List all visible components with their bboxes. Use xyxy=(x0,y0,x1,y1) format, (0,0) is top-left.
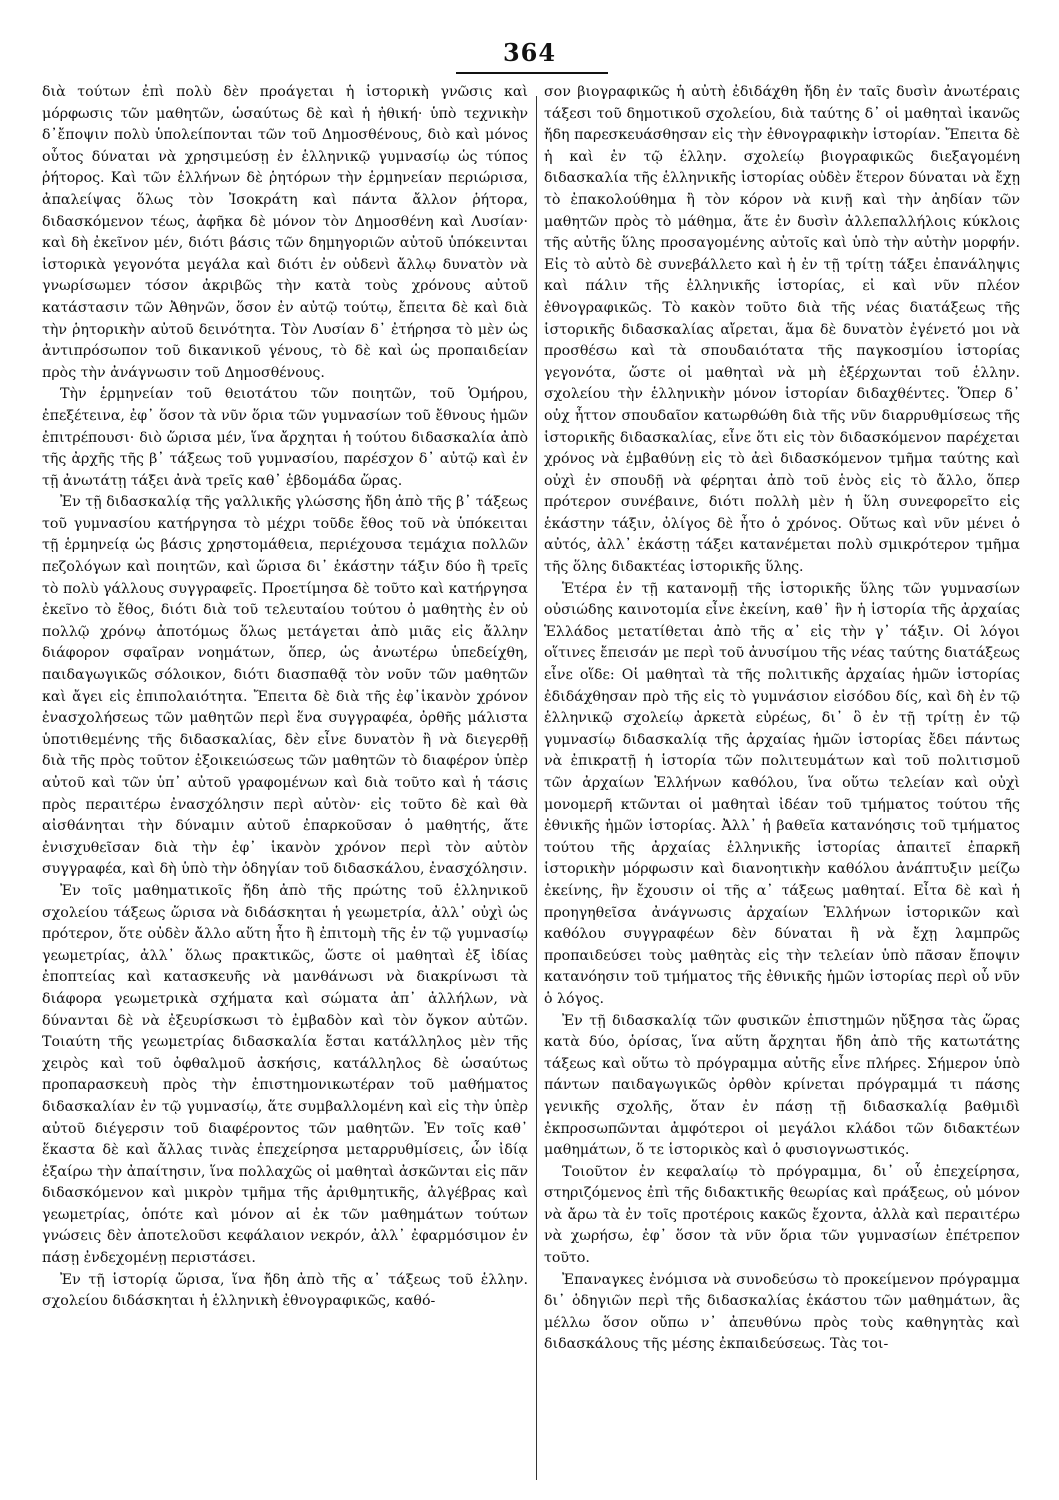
left-column xyxy=(42,82,528,1482)
left-paragraph-4: Ἐν τοῖς μαθηματικοῖς ἤδη ἀπὸ τῆς πρώτης τοῦ ἑλληνικοῦ σχολείου τάξεως ὥρισα νὰ διδάσκηται ἡ γεωμετρία, ἀλλ᾽ οὐχὶ ὡς πρότερον, ὅτε οὐδὲν ἄλλο αὕτη ἦτο ἢ ἐπιτομὴ τῆς ἐν τῷ γυμνασίῳ γεωμετρίας, ἀλλ᾽ ὅλως πρακτικῶς, ὥστε οἱ μαθηταὶ ἐξ ἰδίας ἐποπτείας καὶ κατασκευῆς νὰ μανθάνωσι νὰ διακρίνωσι τὰ διάφορα γεωμετρικὰ σχήματα καὶ σώματα ἀπ᾽ ἀλλήλων, νὰ δύνανται δὲ νὰ ἐξευρίσκωσι τὸ ἐμβαδὸν καὶ τὸν ὄγκον αὐτῶν. Τοιαύτη τῆς γεωμετρίας διδασκαλία ἔσται κατάλληλος μὲν τῆς χειρὸς καὶ τοῦ ὀφθαλμοῦ ἀσκήσις, κατάλληλος δὲ ὡσαύτως προπαρασκευὴ πρὸς τὴν ἐπιστημονικωτέραν τοῦ μαθήματος διδασκαλίαν ἐν τῷ γυμνασίῳ, ἅτε συμβαλλομένη καὶ εἰς τὴν ὑπὲρ αὐτοῦ διέγερσιν τοῦ διαφέροντος τῶν μαθητῶν. Ἐν τοῖς καθ᾽ ἕκαστα δὲ καὶ ἄλλας τινὰς ἐπεχείρησα μεταρρυθμίσεις, ὧν ἰδίᾳ ἐξαίρω τὴν ἀπαίτησιν, ἵνα πολλαχῶς οἱ μαθηταὶ ἀσκῶνται εἰς πᾶν διδασκόμενον καὶ μικρὸν τμῆμα τῆς ἀριθμητικῆς, ἀλγέβρας καὶ γεωμετρίας, ὁπότε καὶ μόνον αἱ ἐκ τῶν μαθημάτων τούτων γνώσεις δὲν ἀποτελοῦσι κεφάλαιον νεκρόν, ἀλλ᾽ ἐφαρμόσιμον ἐν πάσῃ ἐνδεχομένῃ περιστάσει. xyxy=(42,882,528,1267)
right-paragraph-1: σον βιογραφικῶς ἡ αὐτὴ ἐδιδάχθη ἤδη ἐν ταῖς δυσὶν ἀνωτέραις τάξεσι τοῦ δημοτικοῦ σχολείου, διὰ ταύτης δ᾽ οἱ μαθηταὶ ἱκανῶς ἤδη παρεσκευάσθησαν εἰς τὴν ἐθνογραφικὴν ἱστορίαν. Ἔπειτα δὲ ἡ καὶ ἐν τῷ ἑλλην. σχολείῳ βιογραφικῶς διεξαγομένη διδασκαλία τῆς ἑλληνικῆς ἱστορίας οὐδὲν ἕτερον δύναται νὰ ἔχῃ τὸ ἐπακολούθημα ἢ τὸν κόρον νὰ κινῇ καὶ τὴν ἀηδίαν τῶν μαθητῶν πρὸς τὸ μάθημα, ἅτε ἐν δυσὶν ἀλλεπαλλήλοις κύκλοις τῆς αὐτῆς ὕλης προσαγομένης αὐτοῖς καὶ ὑπὸ τὴν αὐτὴν μορφήν. Εἰς τὸ αὐτὸ δὲ συνεβάλλετο καὶ ἡ ἐν τῇ τρίτῃ τάξει ἐπανάληψις καὶ πάλιν τῆς ἑλληνικῆς ἱστορίας, εἰ καὶ νῦν πλέον ἐθνογραφικῶς. Τὸ κακὸν τοῦτο διὰ τῆς νέας διατάξεως τῆς ἱστορικῆς διδασκαλίας αἴρεται, ἅμα δὲ δυνατὸν ἐγένετό μοι νὰ προσθέσω καὶ τὰ σπουδαιότατα τῆς παγκοσμίου ἱστορίας γεγονότα, ὥστε οἱ μαθηταὶ νὰ μὴ ἐξέρχωνται τοῦ ἑλλην. σχολείου τὴν ἑλληνικὴν μόνον ἱστορίαν διδαχθέντες. Ὅπερ δ᾽ οὐχ ἧττον σπουδαῖον κατωρθώθη διὰ τῆς νῦν διαρρυθμίσεως τῆς ἱστορικῆς διδασκαλίας, εἶνε ὅτι εἰς τὸν διδασκόμενον παρέχεται χρόνος νὰ ἐμβαθύνῃ εἰς τὸ ἀεὶ διδασκόμενον τμῆμα ταύτης καὶ οὐχὶ ἐν σπουδῇ νὰ φέρηται ἀπὸ τοῦ ἑνὸς εἰς τὸ ἄλλο, ὅπερ πρότερον συνέβαινε, διότι πολλὴ μὲν ἡ ὕλη συνεφορεῖτο εἰς ἑκάστην τάξιν, ὀλίγος δὲ ἦτο ὁ χρόνος. Οὕτως καὶ νῦν μένει ὁ αὐτός, ἀλλ᾽ ἑκάστῃ τάξει κατανέμεται πολὺ σμικρότερον τμῆμα τῆς ὅλης διδακτέας ἱστορικῆς ὕλης. xyxy=(544,84,1020,576)
right-column xyxy=(544,82,1020,1482)
right-paragraph-5: Ἐπαναγκες ἐνόμισα νὰ συνοδεύσω τὸ προκείμενον πρόγραμμα δι᾽ ὁδηγιῶν περὶ τῆς διδασκαλίας ἑκάστου τῶν μαθημάτων, ἃς μέλλω ὅσον οὔπω ν᾽ ἀπευθύνω πρὸς τοὺς καθηγητὰς καὶ διδασκάλους τῆς μέσης ἐκπαιδεύσεως. Τὰς τοι- xyxy=(544,1271,1020,1353)
left-paragraph-1: διὰ τούτων ἐπὶ πολὺ δὲν προάγεται ἡ ἱστορικὴ γνῶσις καὶ μόρφωσις τῶν μαθητῶν, ὡσαύτως δὲ καὶ ἡ ἠθική· ὑπὸ τεχνικὴν δ᾽ἔποψιν πολὺ ὑπολείπονται τῶν τοῦ Δημοσθένους, διὸ καὶ μόνος οὗτος δύναται νὰ χρησιμεύσῃ ἐν ἑλληνικῷ γυμνασίῳ ὡς τύπος ῥήτορος. Καὶ τῶν ἑλλήνων δὲ ῥητόρων τὴν ἑρμηνείαν περιώρισα, ἀπαλείψας ὅλως τὸν Ἰσοκράτη καὶ πάντα ἄλλον ῥήτορα, διδασκόμενον τέως, ἀφῆκα δὲ μόνον τὸν Δημοσθένη καὶ Λυσίαν· καὶ δὴ ἐκεῖνον μέν, διότι βάσις τῶν δημηγοριῶν αὐτοῦ ὑπόκεινται ἱστορικὰ γεγονότα μεγάλα καὶ διότι ἐν οὐδενὶ ἄλλῳ δυνατὸν νὰ γνωρίσωμεν τόσον ἀκριβῶς τὴν κατὰ τοὺς χρόνους αὐτοῦ κατάστασιν τῶν Ἀθηνῶν, ὅσον ἐν αὐτῷ τούτῳ, ἔπειτα δὲ καὶ διὰ τὴν ῥητορικὴν αὐτοῦ δεινότητα. Τὸν Λυσίαν δ᾽ ἐτήρησα τὸ μὲν ὡς ἀντιπρόσωπον τοῦ δικανικοῦ γένους, τὸ δὲ καὶ ὡς προπαιδείαν πρὸς τὴν ἀνάγνωσιν τοῦ Δημοσθένους. xyxy=(42,84,528,381)
left-paragraph-3: Ἐν τῇ διδασκαλίᾳ τῆς γαλλικῆς γλώσσης ἤδη ἀπὸ τῆς β᾽ τάξεως τοῦ γυμνασίου κατήργησα τὸ μέχρι τοῦδε ἔθος τοῦ νὰ ὑπόκειται τῇ ἑρμηνείᾳ ὡς βάσις χρηστομάθεια, περιέχουσα τεμάχια πολλῶν πεζολόγων καὶ ποιητῶν, καὶ ὥρισα δι᾽ ἑκάστην τάξιν δύο ἢ τρεῖς τὸ πολὺ γάλλους συγγραφεῖς. Προετίμησα δὲ τοῦτο καὶ κατήργησα ἐκεῖνο τὸ ἔθος, διότι διὰ τοῦ τελευταίου τούτου ὁ μαθητὴς ἐν οὐ πολλῷ χρόνῳ ἀποτόμως ὅλως μετάγεται ἀπὸ μιᾶς εἰς ἄλλην διάφορον σφαῖραν νοημάτων, ὅπερ, ὡς ἀνωτέρω ὑπεδείχθη, παιδαγωγικῶς σόλοικον, διότι διασπαθᾷ τὸν νοῦν τῶν μαθητῶν καὶ ἄγει εἰς ἐπιπολαιότητα. Ἔπειτα δὲ διὰ τῆς ἐφ᾽ἱκανὸν χρόνον ἐνασχολήσεως τῶν μαθητῶν περὶ ἕνα συγγραφέα, ὀρθῆς μάλιστα ὑποτιθεμένης τῆς διδασκαλίας, δὲν εἶνε δυνατὸν ἢ νὰ διεγερθῇ διὰ τῆς πρὸς τοῦτον ἐξοικειώσεως τῶν μαθητῶν τὸ διαφέρον ὑπὲρ αὐτοῦ καὶ τῶν ὑπ᾽ αὐτοῦ γραφομένων καὶ διὰ τοῦτο καὶ ἡ τάσις πρὸς περαιτέρω ἐνασχόλησιν περὶ αὐτὸν· εἰς τοῦτο δὲ καὶ θὰ αἰσθάνηται τὴν δύναμιν αὐτοῦ ἐπαρκοῦσαν ὁ μαθητής, ἅτε ἐνισχυθεῖσαν διὰ τὴν ἐφ᾽ ἱκανὸν χρόνον περὶ τὸν αὐτὸν συγγραφέα, καὶ δὴ ὑπὸ τὴν ὁδηγίαν τοῦ διδασκάλου, ἐνασχόλησιν. xyxy=(42,494,528,878)
header-rule xyxy=(456,72,608,74)
page-number: 364 xyxy=(502,38,557,67)
right-paragraph-3: Ἐν τῇ διδασκαλίᾳ τῶν φυσικῶν ἐπιστημῶν ηὔξησα τὰς ὥρας κατὰ δύο, ὁρίσας, ἵνα αὕτη ἄρχηται ἤδη ἀπὸ τῆς κατωτάτης τάξεως καὶ οὕτω τὸ πρόγραμμα αὐτῆς εἶνε πλήρες. Σήμερον ὑπὸ πάντων παιδαγωγικῶς ὀρθὸν κρίνεται πρόγραμμά τι πάσης γενικῆς σχολῆς, ὅταν ἐν πάσῃ τῇ διδασκαλίᾳ βαθμιδὶ ἐκπροσωπῶνται ἀμφότεροι οἱ μεγάλοι κλάδοι τῶν διδακτέων μαθημάτων, ὅ τε ἱστορικὸς καὶ ὁ φυσιογνωστικός. xyxy=(544,1012,1020,1159)
right-paragraph-2: Ἑτέρα ἐν τῇ κατανομῇ τῆς ἱστορικῆς ὕλης τῶν γυμνασίων οὐσιώδης καινοτομία εἶνε ἐκείνη, καθ᾽ ἣν ἡ ἱστορία τῆς ἀρχαίας Ἑλλάδος μετατίθεται ἀπὸ τῆς α᾽ εἰς τὴν γ᾽ τάξιν. Οἱ λόγοι οἵτινες ἔπεισάν με περὶ τοῦ ἀνυσίμου τῆς νέας ταύτης διατάξεως εἶνε οἵδε: Οἱ μαθηταὶ τὰ τῆς πολιτικῆς ἀρχαίας ἡμῶν ἱστορίας ἐδιδάχθησαν πρὸ τῆς εἰς τὸ γυμνάσιον εἰσόδου δίς, καὶ δὴ ἐν τῷ ἑλληνικῷ σχολείῳ ἀρκετὰ εὐρέως, δι᾽ ὃ ἐν τῇ τρίτῃ ἐν τῷ γυμνασίῳ διδασκαλίᾳ τῆς ἀρχαίας ἡμῶν ἱστορίας ἔδει πάντως νὰ ἐπικρατῇ ἡ ἱστορία τῶν πολιτευμάτων καὶ τοῦ πολιτισμοῦ τῶν ἀρχαίων Ἑλλήνων καθόλου, ἵνα οὕτω τελείαν καὶ οὐχὶ μονομερῆ κτῶνται οἱ μαθηταὶ ἰδέαν τοῦ τμήματος τούτου τῆς ἐθνικῆς ἡμῶν ἱστορίας. Ἀλλ᾽ ἡ βαθεῖα κατανόησις τοῦ τμήματος τούτου τῆς ἀρχαίας ἑλληνικῆς ἱστορίας ἀπαιτεῖ ἐπαρκῆ ἱστορικὴν μόρφωσιν καὶ διανοητικὴν καθόλου ἀνάπτυξιν μείζω ἐκείνης, ἣν ἔχουσιν οἱ τῆς α᾽ τάξεως μαθηταί. Εἶτα δὲ καὶ ἡ προηγηθεῖσα ἀνάγνωσις ἀρχαίων Ἑλλήνων ἱστορικῶν καὶ καθόλου συγγραφέων δὲν δύναται ἢ νὰ ἔχῃ λαμπρῶς προπαιδεύσει τοὺς μαθητὰς εἰς τὴν τελείαν ὑπὸ πᾶσαν ἔποψιν κατανόησιν τοῦ τμήματος τῆς ἐθνικῆς ἡμῶν ἱστορίας περὶ οὗ νῦν ὁ λόγος. xyxy=(544,580,1020,1007)
right-paragraph-4: Τοιοῦτον ἐν κεφαλαίῳ τὸ πρόγραμμα, δι᾽ οὗ ἐπεχείρησα, στηριζόμενος ἐπὶ τῆς διδακτικῆς θεωρίας καὶ πράξεως, οὐ μόνον νὰ ἄρω τὰ ἐν τοῖς προτέροις κακῶς ἔχοντα, ἀλλὰ καὶ περαιτέρω νὰ χωρήσω, ἐφ᾽ ὅσον τὰ νῦν ὅρια τῶν γυμνασίων ἐπέτρεπον τοῦτο. xyxy=(544,1163,1020,1267)
column-divider xyxy=(536,96,537,1480)
left-paragraph-2: Τὴν ἑρμηνείαν τοῦ θειοτάτου τῶν ποιητῶν, τοῦ Ὁμήρου, ἐπεξέτεινα, ἐφ᾽ ὅσον τὰ νῦν ὅρια τῶν γυμνασίων τοῦ ἔθνους ἡμῶν ἐπιτρέπουσι· διὸ ὥρισα μέν, ἵνα ἄρχηται ἡ τούτου διδασκαλία ἀπὸ τῆς ἀρχῆς τῆς β᾽ τάξεως τοῦ γυμνασίου, παρέσχον δ᾽ αὐτῷ καὶ ἐν τῇ ἀνωτάτῃ τάξει ἀνὰ τρεῖς καθ᾽ ἑβδομάδα ὥρας. xyxy=(42,386,528,489)
left-paragraph-5: Ἐν τῇ ἱστορίᾳ ὥρισα, ἵνα ἤδη ἀπὸ τῆς α᾽ τάξεως τοῦ ἑλλην. σχολείου διδάσκηται ἡ ἑλληνικὴ ἐθνογραφικῶς, καθό- xyxy=(42,1271,528,1310)
